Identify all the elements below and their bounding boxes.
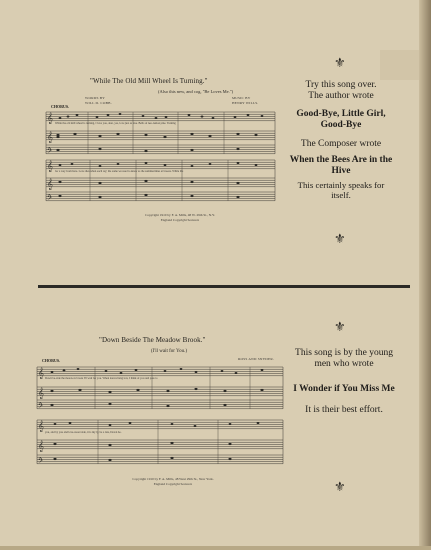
svg-text:𝄢: 𝄢 bbox=[38, 402, 44, 411]
promo1-line3: The Composer wrote bbox=[300, 139, 382, 149]
song2-lyrics: Down be-side the mead-ow brook I'll wait for you. When leaves hang low, I think of you and pass to bbox=[45, 377, 158, 380]
song1-lyrics-2: for a way from here. Love dies when each ray; the same we used to know as the summertimes at breeze. While the bbox=[55, 170, 184, 173]
svg-text:𝄞: 𝄞 bbox=[47, 161, 53, 172]
svg-text:𝄞: 𝄞 bbox=[38, 441, 44, 452]
svg-text:𝄞: 𝄞 bbox=[38, 368, 44, 379]
song2-subtitle: (I'll wait for You.) bbox=[151, 349, 188, 354]
song2-title: "Down Beside The Meadow Brook." bbox=[99, 336, 206, 344]
song1-title: "While The Old Mill Wheel Is Turning." bbox=[90, 77, 208, 85]
song1-subtitle: (Also this new, and cog, "Be Loves Me.") bbox=[158, 89, 234, 94]
promo2-line1: This song is by the young men who wrote bbox=[295, 348, 393, 369]
fleuron-icon: ⚜ bbox=[334, 55, 346, 70]
song1-words-credit: WORDS BY WILL D. COBB. bbox=[85, 96, 112, 105]
fleuron-icon: ⚜ bbox=[334, 319, 346, 334]
song1-copyright: Copyright 1910 by F. A. Mills, 48 W. 29th St., N.Y. England Copyright Secured. bbox=[145, 213, 215, 222]
svg-text:𝄢: 𝄢 bbox=[47, 147, 53, 156]
svg-text:𝄞: 𝄞 bbox=[47, 132, 53, 143]
svg-text:𝄞: 𝄞 bbox=[47, 179, 53, 190]
song1-lyrics: While the old mill wheel is turning, I love you, dear, yes, love just as true. Bells of neo-nation pine. Turning bbox=[55, 122, 176, 125]
song2-staff-system1 bbox=[37, 367, 283, 409]
promo1-song-a: Good-Bye, Little Girl, Good-Bye bbox=[296, 109, 386, 130]
promo1-line1: Try this song over. bbox=[305, 80, 377, 90]
song2-staff-system2 bbox=[37, 420, 283, 464]
song2-chorus-label: CHORUS. bbox=[42, 358, 61, 363]
promo1-song-b: When the Bees Are in the Hive bbox=[289, 155, 393, 176]
svg-text:𝄢: 𝄢 bbox=[47, 194, 53, 203]
song2-copyright: Copyright 1910 by F. A. Mills, 48 West 29th St., New York. England Copyright Secured. bbox=[132, 477, 214, 486]
svg-text:𝄞: 𝄞 bbox=[38, 388, 44, 399]
svg-text:𝄢: 𝄢 bbox=[38, 457, 44, 466]
fleuron-icon: ⚜ bbox=[334, 231, 346, 246]
song2-promo bbox=[292, 348, 396, 416]
promo2-line2: It is their best effort. bbox=[305, 405, 383, 415]
fleuron-icon: ⚜ bbox=[334, 479, 346, 494]
song2-credit: ROSS AND SNYDER. bbox=[238, 357, 274, 361]
song1-chorus-label: CHORUS. bbox=[51, 104, 70, 109]
promo1-line2: The author wrote bbox=[308, 91, 374, 101]
promo1-line4: This certainly speaks for itself. bbox=[297, 180, 385, 200]
svg-text:𝄞: 𝄞 bbox=[47, 113, 53, 124]
song1-music-credit: MUSIC BY HENRY WILLS. bbox=[232, 96, 259, 105]
song2-lyrics-2: you, and by you and love-sweet side, it is my ly, be a late, Down be- bbox=[45, 431, 122, 434]
promo2-song-a: I Wonder if You Miss Me bbox=[293, 384, 395, 394]
svg-text:𝄞: 𝄞 bbox=[38, 421, 44, 432]
